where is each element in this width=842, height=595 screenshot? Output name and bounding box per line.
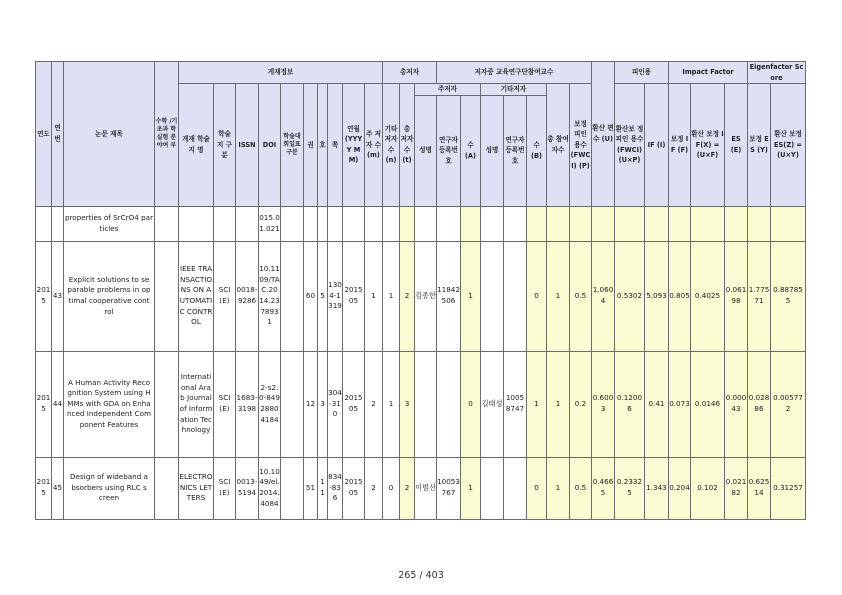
cell-es: 0.02182 — [725, 457, 748, 519]
cell-journal: ELECTRONICS LETTERS — [179, 457, 214, 519]
hdr-faculty: 저자중 교육연구단참여교수 — [437, 62, 592, 84]
cell-if: 1.343 — [645, 457, 669, 519]
cell-fwci-conv — [615, 206, 645, 241]
cell-cnt-a: 1 — [461, 241, 481, 351]
cell-if — [645, 206, 669, 241]
hdr-reg-a: 연구자 등록번 호 — [437, 95, 461, 206]
hdr-conv: 환산 편수 (U) — [592, 62, 615, 207]
hdr-math: 수학 /기초과 학실험 분야여 부 — [155, 62, 179, 207]
cell-seq: 43 — [52, 241, 64, 351]
hdr-es-value: ES (E) — [725, 84, 748, 207]
cell-reg-b — [504, 241, 527, 351]
hdr-if-conv: 환산 보정 IF(X) = (U×F) — [691, 84, 725, 207]
table-row — [36, 241, 806, 351]
hdr-es-conv: 환산 보정 ES(Z) =(U×Y) — [771, 84, 806, 207]
cell-issn — [236, 206, 259, 241]
hdr-reg-b: 연구자 등록번 호 — [504, 95, 527, 206]
cell-name-b — [481, 206, 504, 241]
cell-conv: 0.2 — [570, 351, 592, 457]
cell-vol — [304, 206, 318, 241]
cell-fwci-conv: 0.23325 — [615, 457, 645, 519]
cell-es — [725, 206, 748, 241]
cell-main-count — [365, 206, 383, 241]
cell-if-corr: 0.805 — [669, 241, 691, 351]
cell-doi: 10.1109/TAC.2014.2378931 — [259, 241, 281, 351]
hdr-cnt-b: 수 (B) — [527, 95, 547, 206]
cell-math — [155, 457, 179, 519]
cell-ym: 201505 — [343, 241, 365, 351]
cell-if-conv — [691, 206, 725, 241]
cell-page: 304-310 — [328, 351, 343, 457]
cell-reg-a — [437, 351, 461, 457]
research-table — [35, 61, 806, 520]
cell-reg-a: 10053767 — [437, 457, 461, 519]
hdr-es-corr: 보정 ES (Y) — [748, 84, 771, 207]
cell-reg-a — [437, 206, 461, 241]
cell-cnt-b — [527, 206, 547, 241]
hdr-participants: 총 참여 자수 — [547, 84, 570, 207]
cell-main-count: 2 — [365, 351, 383, 457]
cell-jdate — [281, 457, 304, 519]
cell-no: 5 — [318, 241, 328, 351]
hdr-main-count: 주 저자 수 (m) — [365, 84, 383, 207]
hdr-issn: ISSN — [236, 84, 259, 207]
cell-total-count — [400, 206, 415, 241]
cell-fwci: 1.0604 — [592, 241, 615, 351]
cell-jdate — [281, 241, 304, 351]
hdr-total-count: 총 저자 수 (t) — [400, 84, 415, 207]
hdr-seq: 연번 — [52, 62, 64, 207]
cell-seq: 44 — [52, 351, 64, 457]
cell-name-a: 이범선 — [415, 457, 437, 519]
cell-conv: 0.5 — [570, 457, 592, 519]
cell-issn: 0018-9286 — [236, 241, 259, 351]
cell-title: A Human Activity Recognition System using HMMs with GDA on Enhanced Independent Component Features — [64, 351, 155, 457]
cell-seq — [52, 206, 64, 241]
cell-jdate — [281, 351, 304, 457]
hdr-journal-info: 게재정보 — [179, 62, 383, 84]
cell-page: 834-836 — [328, 457, 343, 519]
hdr-no: 호 — [318, 84, 328, 207]
hdr-vol: 권 — [304, 84, 318, 207]
cell-seq: 45 — [52, 457, 64, 519]
cell-fwci-conv: 0.12006 — [615, 351, 645, 457]
cell-name-b — [481, 241, 504, 351]
hdr-name-a: 성명 — [415, 95, 437, 206]
hdr-ym: 연월 (YYYY MM) — [343, 84, 365, 207]
cell-ym — [343, 206, 365, 241]
cell-vol: 12 — [304, 351, 318, 457]
hdr-es: Eigenfactor Score — [748, 62, 806, 84]
cell-year — [36, 206, 52, 241]
hdr-year: 연도 — [36, 62, 52, 207]
cell-total-count: 2 — [400, 241, 415, 351]
cell-title: Explicit solutions to separable problems in optimal cooperative control — [64, 241, 155, 351]
cell-participants: 1 — [547, 241, 570, 351]
cell-journal: IEEE TRANSACTIONS ON AUTOMATIC CONTROL — [179, 241, 214, 351]
cell-ym: 201505 — [343, 351, 365, 457]
cell-reg-b — [504, 206, 527, 241]
cell-if-conv: 0.102 — [691, 457, 725, 519]
cell-name-b — [481, 457, 504, 519]
cell-main-count: 2 — [365, 457, 383, 519]
hdr-fwci: 보정 피인 용수 (FWC I) (P) — [570, 84, 592, 207]
cell-fwci — [592, 206, 615, 241]
hdr-if-value: IF (I) — [645, 84, 669, 207]
cell-cnt-a — [461, 206, 481, 241]
cell-reg-b: 10058747 — [504, 351, 527, 457]
cell-conv: 0.5 — [570, 241, 592, 351]
cell-es-conv: 0.31257 — [771, 457, 806, 519]
cell-es-conv — [771, 206, 806, 241]
cell-if: 5.093 — [645, 241, 669, 351]
cell-cnt-a: 1 — [461, 457, 481, 519]
cell-page — [328, 206, 343, 241]
cell-name-b: 김태성 — [481, 351, 504, 457]
cell-if-corr: 0.073 — [669, 351, 691, 457]
hdr-cited: 피인용 — [615, 62, 669, 84]
cell-issn: 1683-3198 — [236, 351, 259, 457]
cell-name-a — [415, 206, 437, 241]
cell-year: 2015 — [36, 351, 52, 457]
cell-cnt-b: 0 — [527, 457, 547, 519]
cell-fwci: 0.4665 — [592, 457, 615, 519]
cell-main-count: 1 — [365, 241, 383, 351]
cell-jtype: SCI(E) — [214, 457, 236, 519]
cell-jtype: SCI(E) — [214, 351, 236, 457]
cell-journal: International Arab Journal of Information Technology — [179, 351, 214, 457]
cell-title: properties of SrCrO4 particles — [64, 206, 155, 241]
cell-es-corr — [748, 206, 771, 241]
cell-reg-b — [504, 457, 527, 519]
page-number: 265 / 403 — [398, 570, 444, 581]
hdr-main-author: 주저자 — [415, 84, 481, 96]
cell-if-corr: 0.204 — [669, 457, 691, 519]
cell-fwci-conv: 0.5302 — [615, 241, 645, 351]
cell-doi: 2-s2.0-84928804184 — [259, 351, 281, 457]
cell-journal — [179, 206, 214, 241]
cell-if: 0.41 — [645, 351, 669, 457]
table-row — [36, 457, 806, 519]
hdr-total-authors: 총저자 — [383, 62, 437, 84]
cell-other-count: 1 — [383, 241, 400, 351]
hdr-jtype: 학술 지 구 분 — [214, 84, 236, 207]
cell-no: 11 — [318, 457, 328, 519]
hdr-cnt-a: 수 (A) — [461, 95, 481, 206]
cell-es-conv: 0.005772 — [771, 351, 806, 457]
hdr-doi: DOI — [259, 84, 281, 207]
cell-math — [155, 241, 179, 351]
cell-es-corr: 0.62514 — [748, 457, 771, 519]
cell-fwci: 0.6003 — [592, 351, 615, 457]
cell-es-corr: 0.02886 — [748, 351, 771, 457]
hdr-title: 논문 제목 — [64, 62, 155, 207]
cell-other-count: 1 — [383, 351, 400, 457]
cell-es-corr: 1.77571 — [748, 241, 771, 351]
cell-no: 3 — [318, 351, 328, 457]
hdr-jdate: 학술대 회일표 구분 — [281, 84, 304, 207]
cell-other-count: 0 — [383, 457, 400, 519]
cell-if-conv: 0.0146 — [691, 351, 725, 457]
hdr-fwci-conv: 환산보 정피인 용수 (FWCI) (U×P) — [615, 84, 645, 207]
cell-jtype: SCI(E) — [214, 241, 236, 351]
cell-participants — [547, 206, 570, 241]
cell-year: 2015 — [36, 457, 52, 519]
cell-vol: 60 — [304, 241, 318, 351]
cell-year: 2015 — [36, 241, 52, 351]
cell-participants: 1 — [547, 351, 570, 457]
hdr-if-corr: 보정 IF (F) — [669, 84, 691, 207]
cell-name-a — [415, 351, 437, 457]
cell-conv — [570, 206, 592, 241]
cell-title: Design of wideband absorbers using RLC screen — [64, 457, 155, 519]
table-row — [36, 351, 806, 457]
cell-math — [155, 351, 179, 457]
table-row — [36, 206, 806, 241]
cell-name-a: 김종한 — [415, 241, 437, 351]
cell-math — [155, 206, 179, 241]
cell-total-count: 2 — [400, 457, 415, 519]
cell-ym: 201505 — [343, 457, 365, 519]
cell-total-count: 3 — [400, 351, 415, 457]
hdr-page: 쪽 — [328, 84, 343, 207]
cell-issn: 0013-5194 — [236, 457, 259, 519]
cell-vol: 51 — [304, 457, 318, 519]
cell-jdate — [281, 206, 304, 241]
cell-es: 0.00043 — [725, 351, 748, 457]
cell-if-corr — [669, 206, 691, 241]
cell-cnt-b: 0 — [527, 241, 547, 351]
hdr-other-author: 기타저자 — [481, 84, 547, 96]
cell-es: 0.06198 — [725, 241, 748, 351]
cell-doi: 10.1049/el.2014.4084 — [259, 457, 281, 519]
hdr-other-count: 기타 저자 수 (n) — [383, 84, 400, 207]
hdr-if: Impact Factor — [669, 62, 748, 84]
cell-other-count — [383, 206, 400, 241]
cell-participants: 1 — [547, 457, 570, 519]
cell-no — [318, 206, 328, 241]
cell-es-conv: 0.887855 — [771, 241, 806, 351]
cell-page: 1304-1319 — [328, 241, 343, 351]
hdr-journal-name: 게재 학술지 명 — [179, 84, 214, 207]
hdr-name-b: 성명 — [481, 95, 504, 206]
cell-cnt-b: 1 — [527, 351, 547, 457]
cell-if-conv: 0.4025 — [691, 241, 725, 351]
cell-cnt-a: 0 — [461, 351, 481, 457]
cell-jtype — [214, 206, 236, 241]
cell-reg-a: 11842506 — [437, 241, 461, 351]
cell-doi: 015.01.021 — [259, 206, 281, 241]
